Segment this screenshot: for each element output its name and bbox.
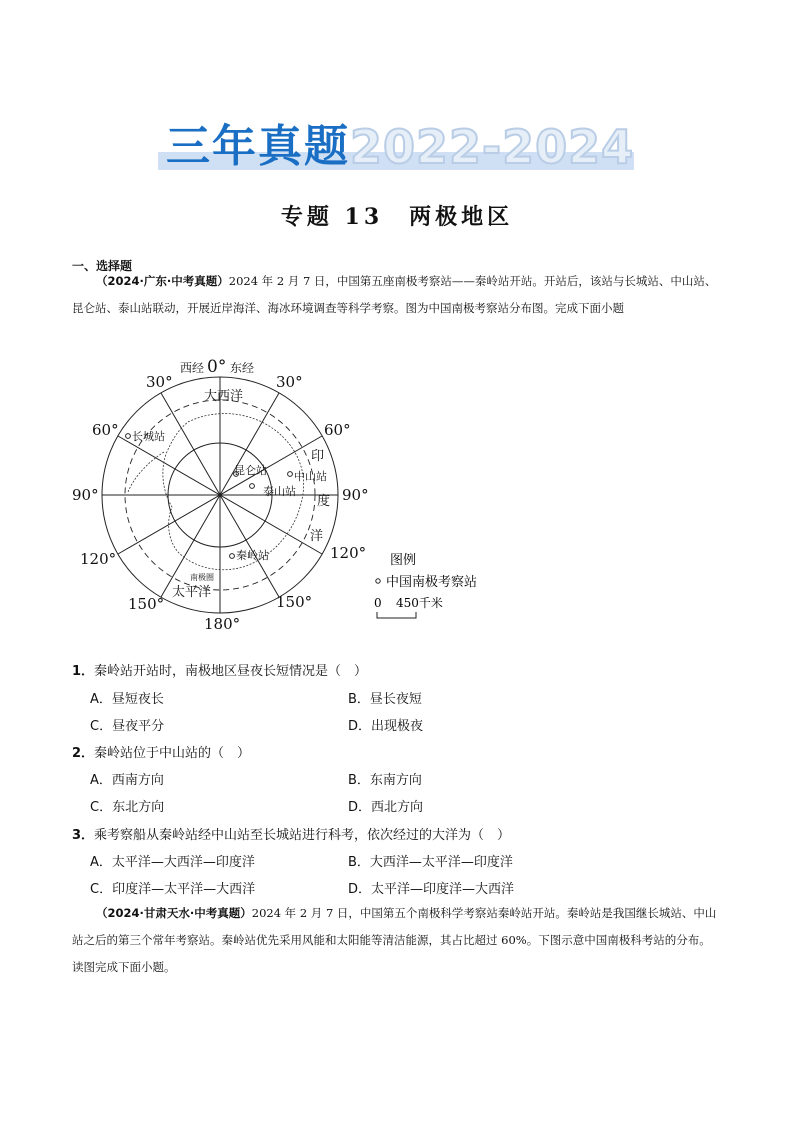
label-indian-ocean-1: 印	[311, 449, 325, 464]
question-1-option-a[interactable]: A．昼短夜长	[90, 692, 164, 707]
question-3-option-d[interactable]: D．太平洋—印度洋—大西洋	[348, 882, 515, 897]
station-marker-qinling	[230, 554, 235, 559]
intro-paragraph-1	[72, 268, 722, 322]
question-3-option-b[interactable]: B．大西洋—太平洋—印度洋	[348, 855, 513, 870]
question-1-option-d[interactable]: D．出现极夜	[348, 719, 424, 734]
label-indian-ocean-3: 洋	[310, 529, 324, 544]
question-3-option-a[interactable]: A．太平洋—大西洋—印度洋	[90, 855, 255, 870]
banner-title: 三年真题	[166, 121, 350, 172]
intro-text: 2024 年 2 月 7 日，中国第五座南极考察站——秦岭站开站。开站后，该站与长城站、中山站、昆仑站、泰山站联动，开展近岸海洋、海冰环境调查等科学考察。图为中国南极考察站分布图。完成下面小题	[72, 274, 717, 315]
question-text: 乘考察船从秦岭站经中山站至长城站进行科考，依次经过的大洋为（ ）	[94, 828, 511, 843]
intro-text: 2024 年 2 月 7 日，中国第五个南极科学考察站秦岭站开站。秦岭站是我国继长城站、中山站之后的第三个常年考察站。秦岭站优先采用风能和太阳能等清洁能源，其占比超过 60%。下图示意中国南极科考站的分布。读图完成下面小题。	[72, 906, 717, 974]
map-legend	[374, 553, 477, 618]
label-taishan-station: 泰山站	[263, 485, 296, 498]
page-title: 专题 13 两极地区	[280, 204, 514, 230]
question-1	[72, 660, 367, 679]
question-2-option-d[interactable]: D．西北方向	[348, 800, 424, 815]
question-2-option-b[interactable]: B．东南方向	[348, 773, 422, 788]
scale-zero: 0	[374, 596, 382, 610]
label-east-longitude: 东经	[230, 361, 255, 375]
label-lon-w90: 90°	[72, 486, 99, 504]
label-lon-e60: 60°	[324, 421, 351, 439]
header-banner	[0, 118, 794, 188]
banner-years: 2022-2024	[350, 120, 635, 174]
question-2-option-c[interactable]: C．东北方向	[90, 800, 165, 815]
peninsula-coastline	[128, 452, 164, 492]
question-1-option-b[interactable]: B．昼长夜短	[348, 692, 422, 707]
station-marker-changcheng	[126, 434, 131, 439]
question-2	[72, 742, 250, 761]
question-3-option-c[interactable]: C．印度洋—太平洋—大西洋	[90, 882, 256, 897]
question-text: 秦岭站开站时，南极地区昼夜长短情况是（ ）	[94, 664, 368, 679]
label-lon-e120: 120°	[330, 544, 367, 562]
label-lon-e90: 90°	[342, 486, 369, 504]
question-number: 1．	[72, 664, 95, 679]
label-zhongshan-station: 中山站	[294, 470, 327, 483]
station-marker-taishan	[250, 484, 255, 489]
question-3	[72, 824, 510, 843]
source-tag: （2024·广东·中考真题）	[96, 274, 229, 288]
label-lon-180: 180°	[204, 615, 241, 633]
label-lon-w150: 150°	[128, 595, 165, 613]
label-lon-w30: 30°	[146, 373, 173, 391]
question-1-option-c[interactable]: C．昼夜平分	[90, 719, 165, 734]
label-west-longitude: 西经	[180, 361, 205, 375]
legend-station-symbol	[376, 579, 380, 583]
scale-bar	[377, 612, 416, 618]
label-lon-e150: 150°	[276, 593, 313, 611]
label-lon-e30: 30°	[276, 373, 303, 391]
label-antarctic-circle: 南极圈	[190, 573, 214, 582]
station-marker-zhongshan	[288, 472, 293, 477]
section-heading: 一、选择题	[72, 259, 133, 273]
question-2-option-a[interactable]: A．西南方向	[90, 773, 164, 788]
question-number: 3．	[72, 828, 95, 843]
label-changcheng-station: 长城站	[132, 430, 165, 443]
label-pacific-ocean: 太平洋	[172, 585, 212, 600]
source-tag: （2024·甘肃天水·中考真题）	[96, 906, 252, 920]
antarctic-station-map	[68, 352, 478, 642]
label-kunlun-station: 昆仑站	[234, 464, 267, 477]
label-indian-ocean-2: 度	[317, 494, 331, 509]
legend-title: 图例	[390, 553, 417, 568]
question-number: 2．	[72, 746, 95, 761]
scale-value: 450千米	[396, 596, 443, 610]
question-text: 秦岭站位于中山站的（ ）	[94, 746, 251, 761]
label-atlantic-ocean: 大西洋	[204, 389, 244, 404]
label-qinling-station: 秦岭站	[236, 549, 269, 562]
label-lon-0: 0°	[207, 357, 227, 377]
label-lon-w120: 120°	[80, 550, 117, 568]
intro-paragraph-2	[72, 900, 722, 981]
label-lon-w60: 60°	[92, 421, 119, 439]
legend-station-label: 中国南极考察站	[386, 575, 478, 590]
